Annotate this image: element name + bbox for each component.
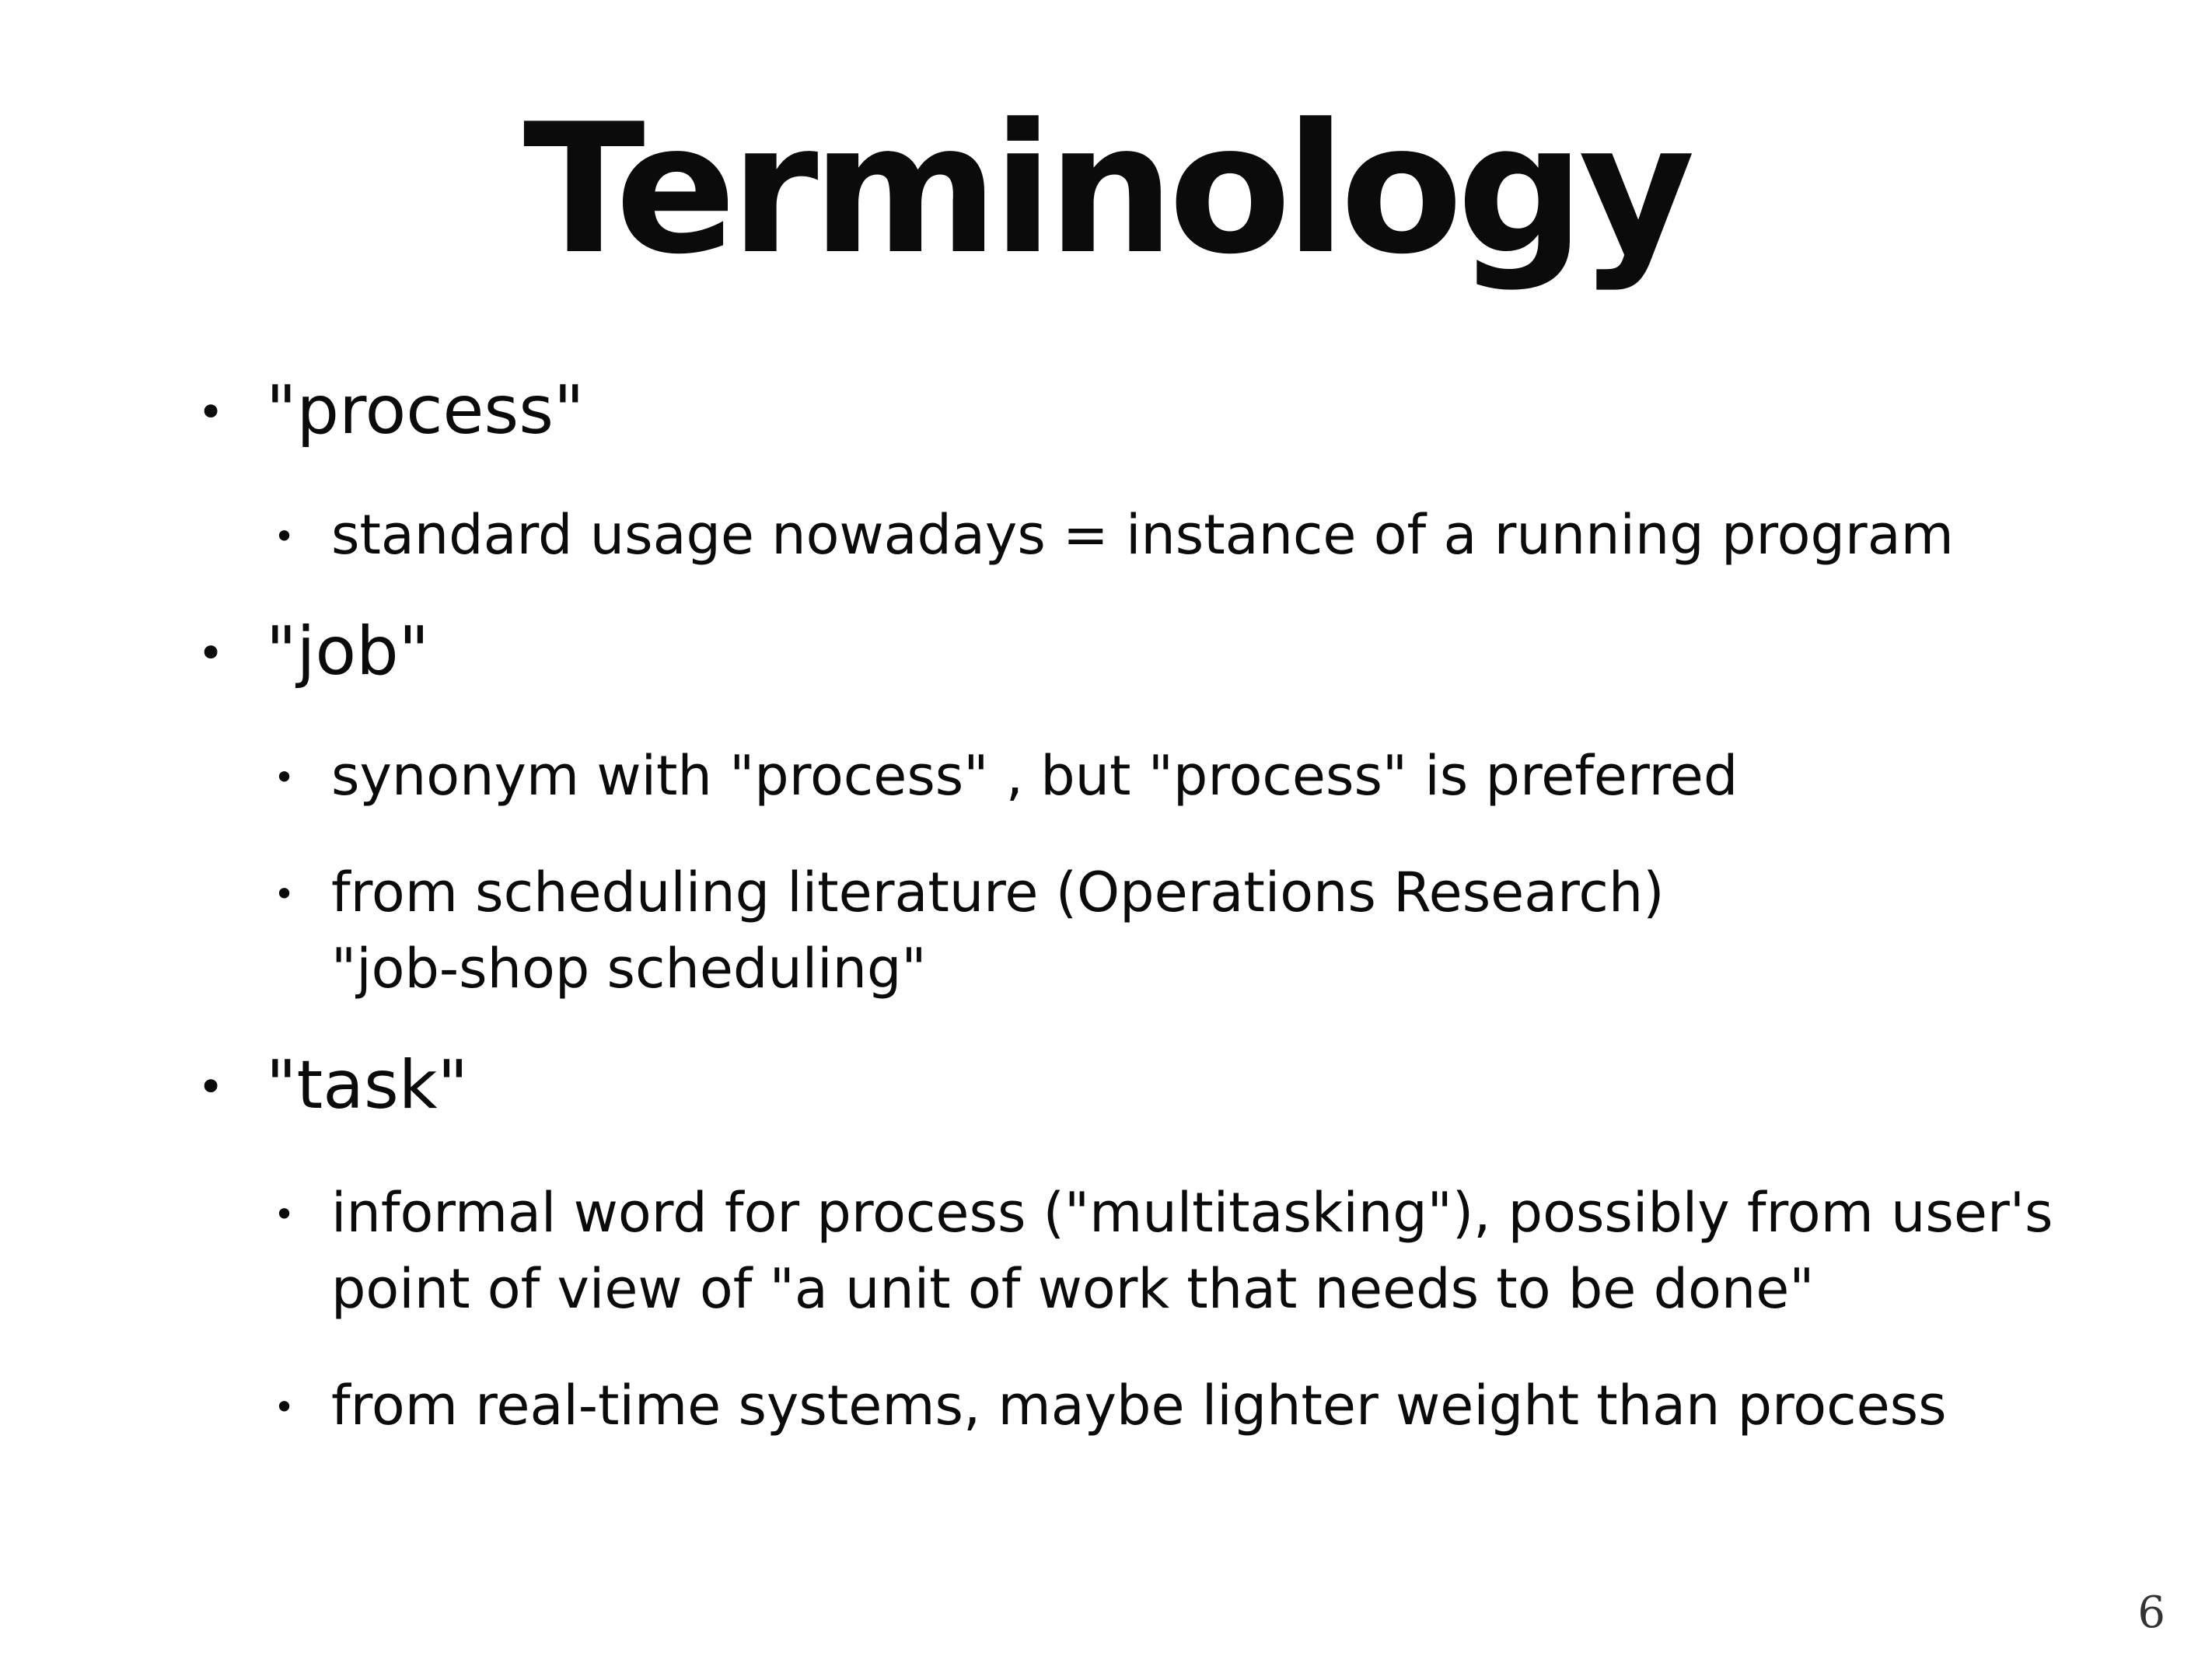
sub-bullet-dot: • — [274, 873, 295, 915]
sub-bullet-text: from real-time systems, maybe lighter weight than process — [331, 1374, 1947, 1437]
page-number: 6 — [2137, 1587, 2165, 1638]
bullet-dot: • — [197, 386, 225, 438]
sub-bullet-dot: • — [274, 1386, 295, 1428]
sub-bullet-text: "job-shop scheduling" — [331, 937, 927, 1001]
slide-title: Terminology — [522, 86, 1690, 294]
sub-bullet-text: standard usage nowadays = instance of a running program — [331, 503, 1954, 567]
sub-bullet-text: synonym with "process" , but "process" is preferred — [331, 744, 1738, 808]
sub-bullet-dot: • — [274, 756, 295, 798]
sub-bullet-text: informal word for process ("multitasking"), possibly from user's — [331, 1181, 2053, 1245]
sub-bullet-text: point of view of "a unit of work that needs to be done" — [331, 1257, 1815, 1321]
bullet-dot: • — [197, 1060, 225, 1113]
sub-bullet-text: from scheduling literature (Operations Research) — [331, 861, 1665, 924]
sub-bullet-dot: • — [274, 1193, 295, 1235]
bullet-label: "task" — [266, 1046, 469, 1124]
bullet-dot: • — [197, 627, 225, 679]
bullet-label: "process" — [266, 372, 585, 449]
sub-bullet-dot: • — [274, 515, 295, 557]
bullet-label: "job" — [266, 613, 430, 690]
